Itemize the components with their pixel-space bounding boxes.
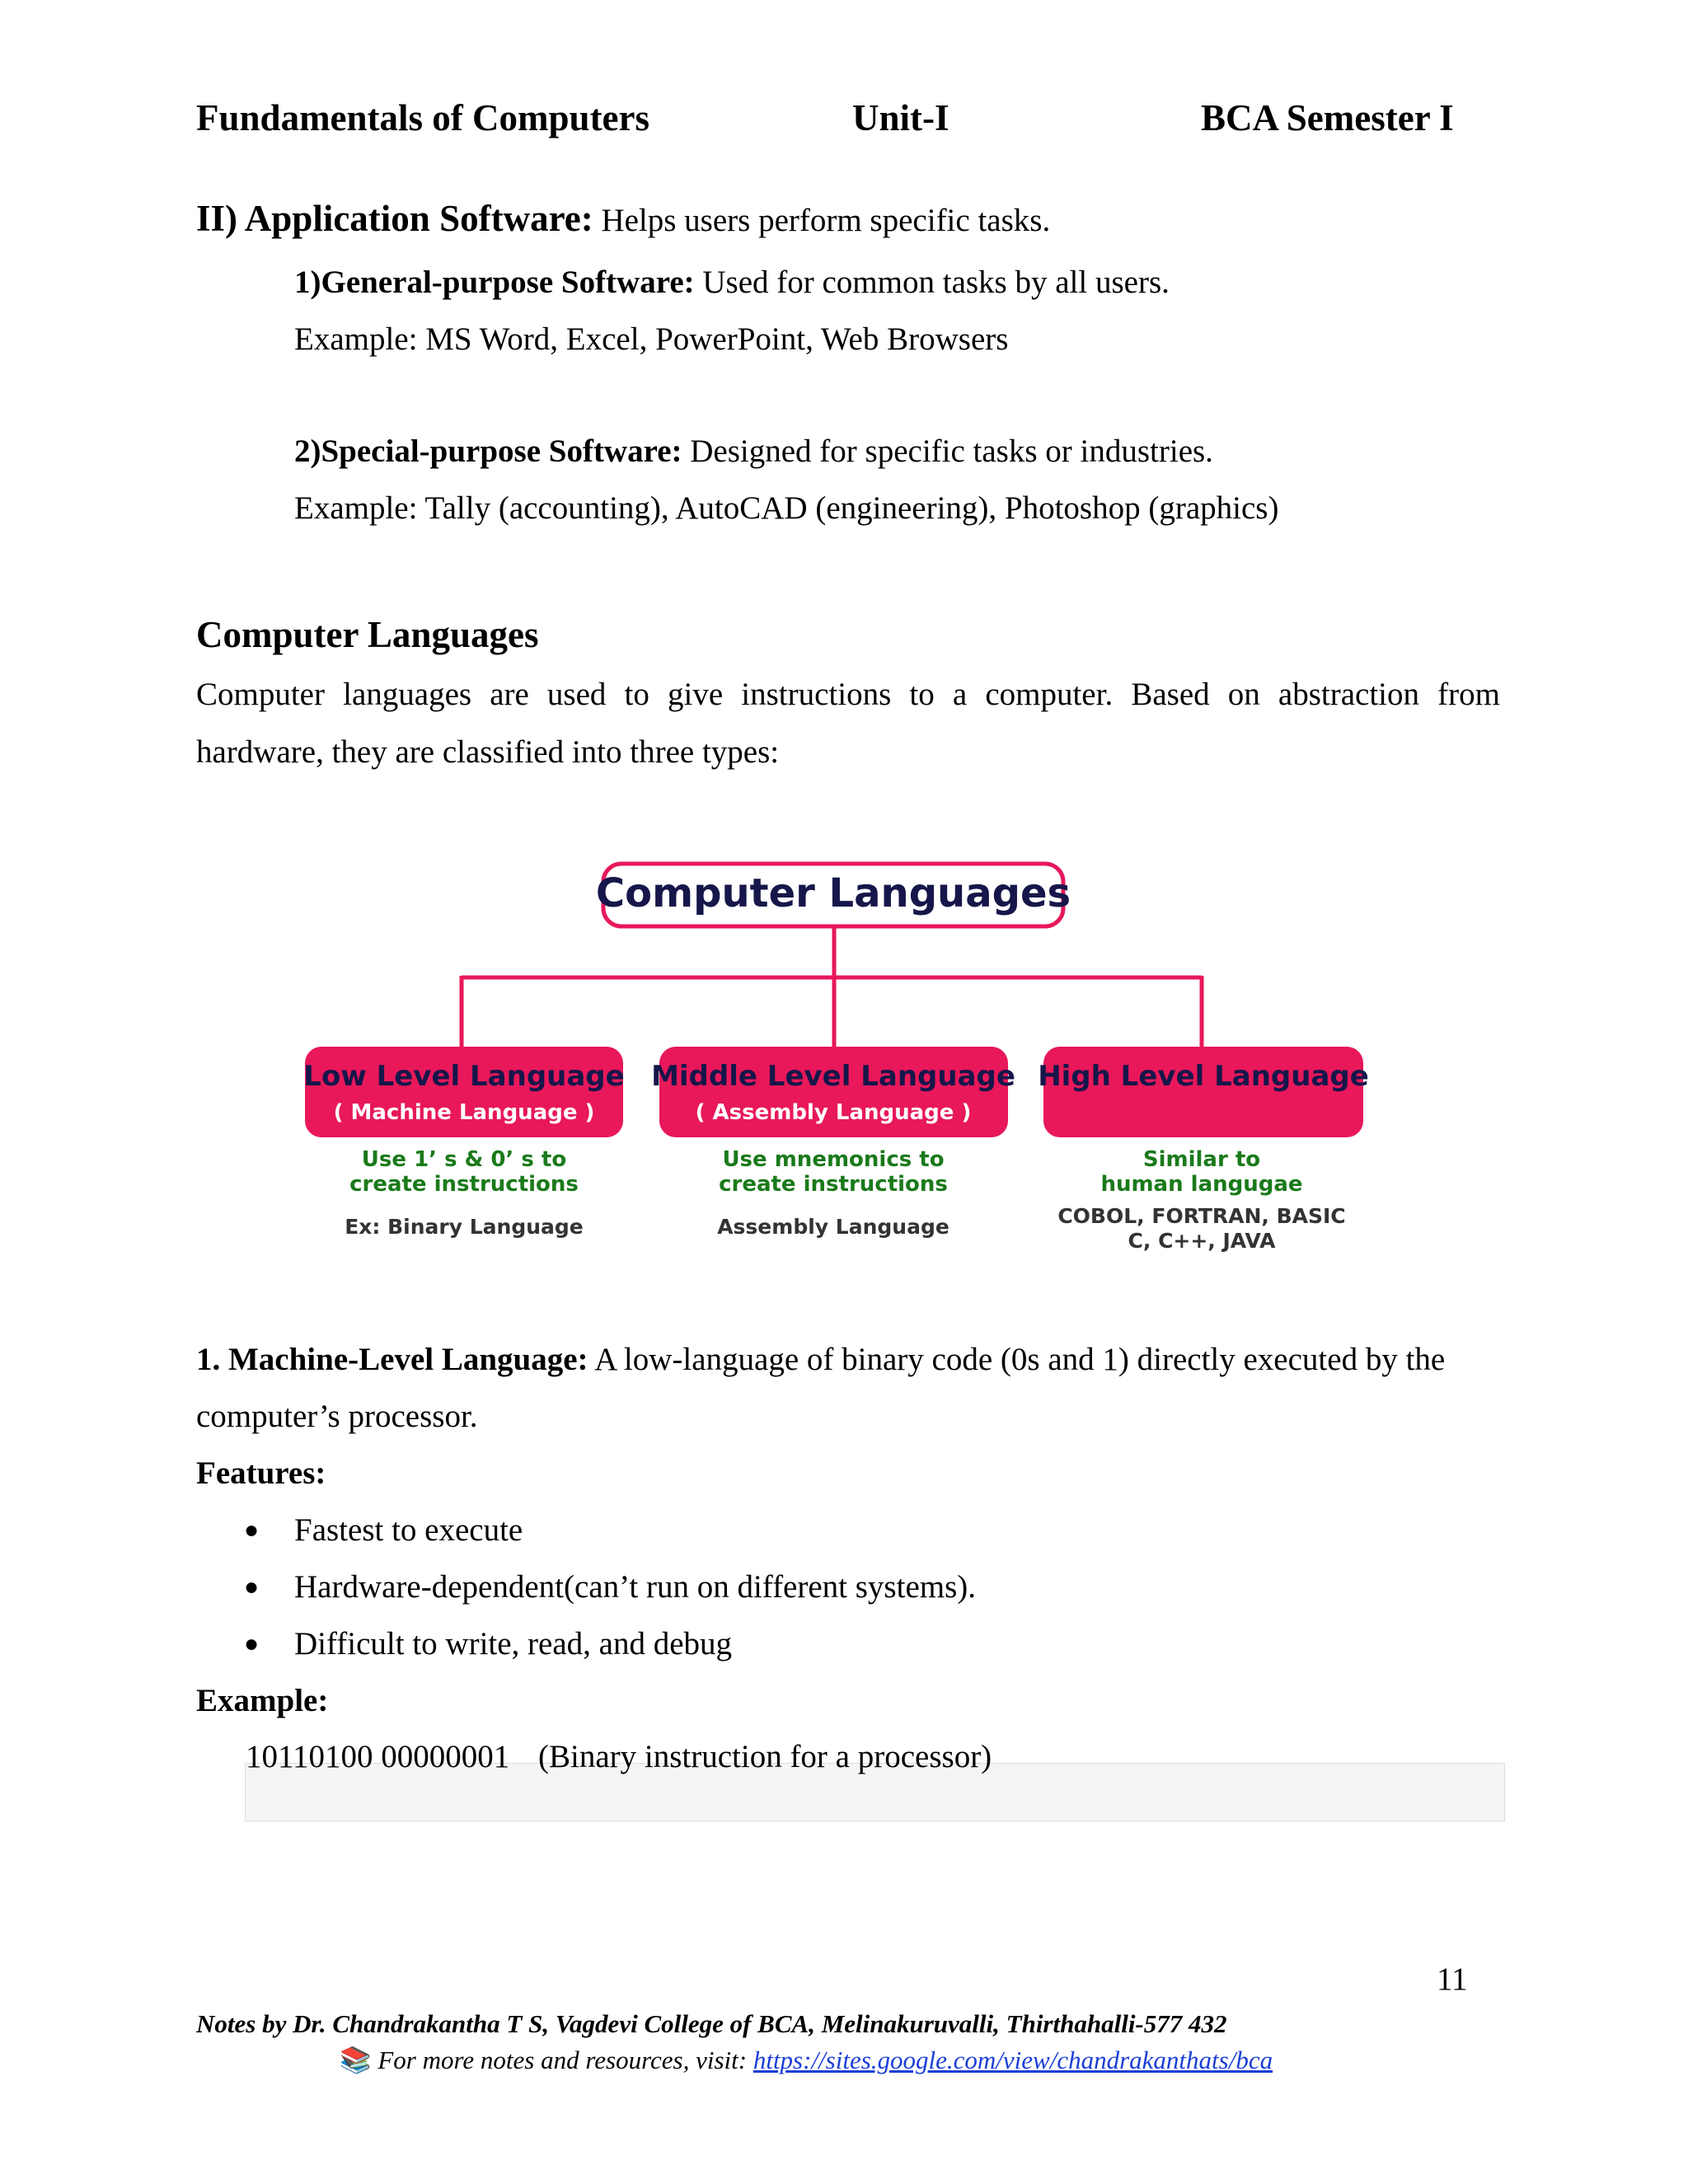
special-purpose-label: 2)Special-purpose Software: <box>294 434 682 469</box>
machine-level-line1 <box>196 1343 1445 1376</box>
diagram-connectors <box>462 926 1202 1048</box>
footer-notes: Notes by Dr. Chandrakantha T S, Vagdevi College of BCA, Melinakuruvalli, Thirthahalli-577 432 <box>196 2009 1227 2038</box>
middle-level-title: Middle Level Language <box>651 1060 1015 1093</box>
feature-item-2: Hardware-dependent(can’t run on different systems). <box>294 1569 976 1605</box>
special-purpose-desc: Designed for specific tasks or industries. <box>690 434 1213 469</box>
example-note: (Binary instruction for a processor) <box>538 1739 992 1774</box>
app-software-heading: II) Application Software: <box>196 198 593 239</box>
paragraph-word: on <box>1227 677 1260 712</box>
machine-level-desc: A low-language of binary code (0s and 1) directly executed by the <box>594 1342 1446 1377</box>
low-level-desc1: Use 1’ s & 0’ s to <box>361 1147 567 1172</box>
machine-level-label: 1. Machine-Level Language: <box>196 1342 588 1377</box>
machine-level-line2: computer’s processor. <box>196 1399 478 1434</box>
high-level-desc1: Similar to <box>1142 1147 1261 1172</box>
languages-paragraph-line2: hardware, they are classified into three types: <box>196 734 780 770</box>
high-level-example1: COBOL, FORTRAN, BASIC <box>1057 1204 1346 1228</box>
high-level-example2: C, C++, JAVA <box>1128 1229 1276 1253</box>
paragraph-word: to <box>909 677 935 712</box>
paragraph-word: Computer <box>196 677 325 712</box>
general-purpose-label: 1)General-purpose Software: <box>294 265 695 300</box>
footer-link[interactable]: https://sites.google.com/view/chandrakanthats/bca <box>753 2046 1273 2074</box>
feature-item-3: Difficult to write, read, and debug <box>294 1626 733 1661</box>
header-semester: BCA Semester I <box>1201 97 1454 138</box>
paragraph-word: abstraction <box>1278 677 1420 712</box>
footer-more-line <box>340 2045 1273 2075</box>
features-label: Features: <box>196 1455 326 1491</box>
high-level-desc2: human langugae <box>1100 1172 1303 1197</box>
diagram-title: Computer Languages <box>595 870 1071 916</box>
paragraph-word: languages <box>343 677 472 712</box>
middle-level-desc1: Use mnemonics to <box>722 1147 945 1172</box>
footer-more-prefix: For more notes and resources, visit: <box>377 2046 748 2074</box>
example-code: 10110100 00000001 <box>246 1739 510 1774</box>
paragraph-word: to <box>624 677 649 712</box>
paragraph-word: are <box>490 677 529 712</box>
languages-heading: Computer Languages <box>196 614 539 655</box>
middle-level-example: Assembly Language <box>717 1215 950 1239</box>
bullet-icon: ● <box>244 1573 260 1601</box>
low-level-subtitle: ( Machine Language ) <box>333 1100 595 1125</box>
books-icon: 📚 <box>340 2046 372 2074</box>
paragraph-word: give <box>668 677 724 712</box>
middle-level-desc2: create instructions <box>719 1172 948 1197</box>
low-level-title: Low Level Language <box>303 1060 625 1093</box>
bullet-icon: ● <box>244 1516 260 1544</box>
low-level-desc2: create instructions <box>349 1172 579 1197</box>
paragraph-word: from <box>1437 677 1500 712</box>
general-purpose-example: Example: MS Word, Excel, PowerPoint, Web Browsers <box>294 321 1009 357</box>
feature-item-1: Fastest to execute <box>294 1512 523 1548</box>
special-purpose-example: Example: Tally (accounting), AutoCAD (engineering), Photoshop (graphics) <box>294 490 1279 526</box>
paragraph-word: Based <box>1131 677 1210 712</box>
page-number: 11 <box>1437 1961 1468 1997</box>
app-software-desc: Helps users perform specific tasks. <box>601 203 1051 238</box>
middle-level-subtitle: ( Assembly Language ) <box>695 1100 972 1125</box>
general-purpose-desc: Used for common tasks by all users. <box>702 265 1170 300</box>
paragraph-word: instructions <box>741 677 892 712</box>
paragraph-word: a <box>952 677 968 712</box>
paragraph-word: computer. <box>985 677 1114 712</box>
high-level-title: High Level Language <box>1038 1060 1369 1093</box>
header-title: Fundamentals of Computers <box>196 97 650 138</box>
low-level-example: Ex: Binary Language <box>345 1215 584 1239</box>
header-unit: Unit-I <box>852 97 950 138</box>
paragraph-word: used <box>546 677 607 712</box>
bullet-icon: ● <box>244 1630 260 1657</box>
example-label: Example: <box>196 1683 329 1718</box>
